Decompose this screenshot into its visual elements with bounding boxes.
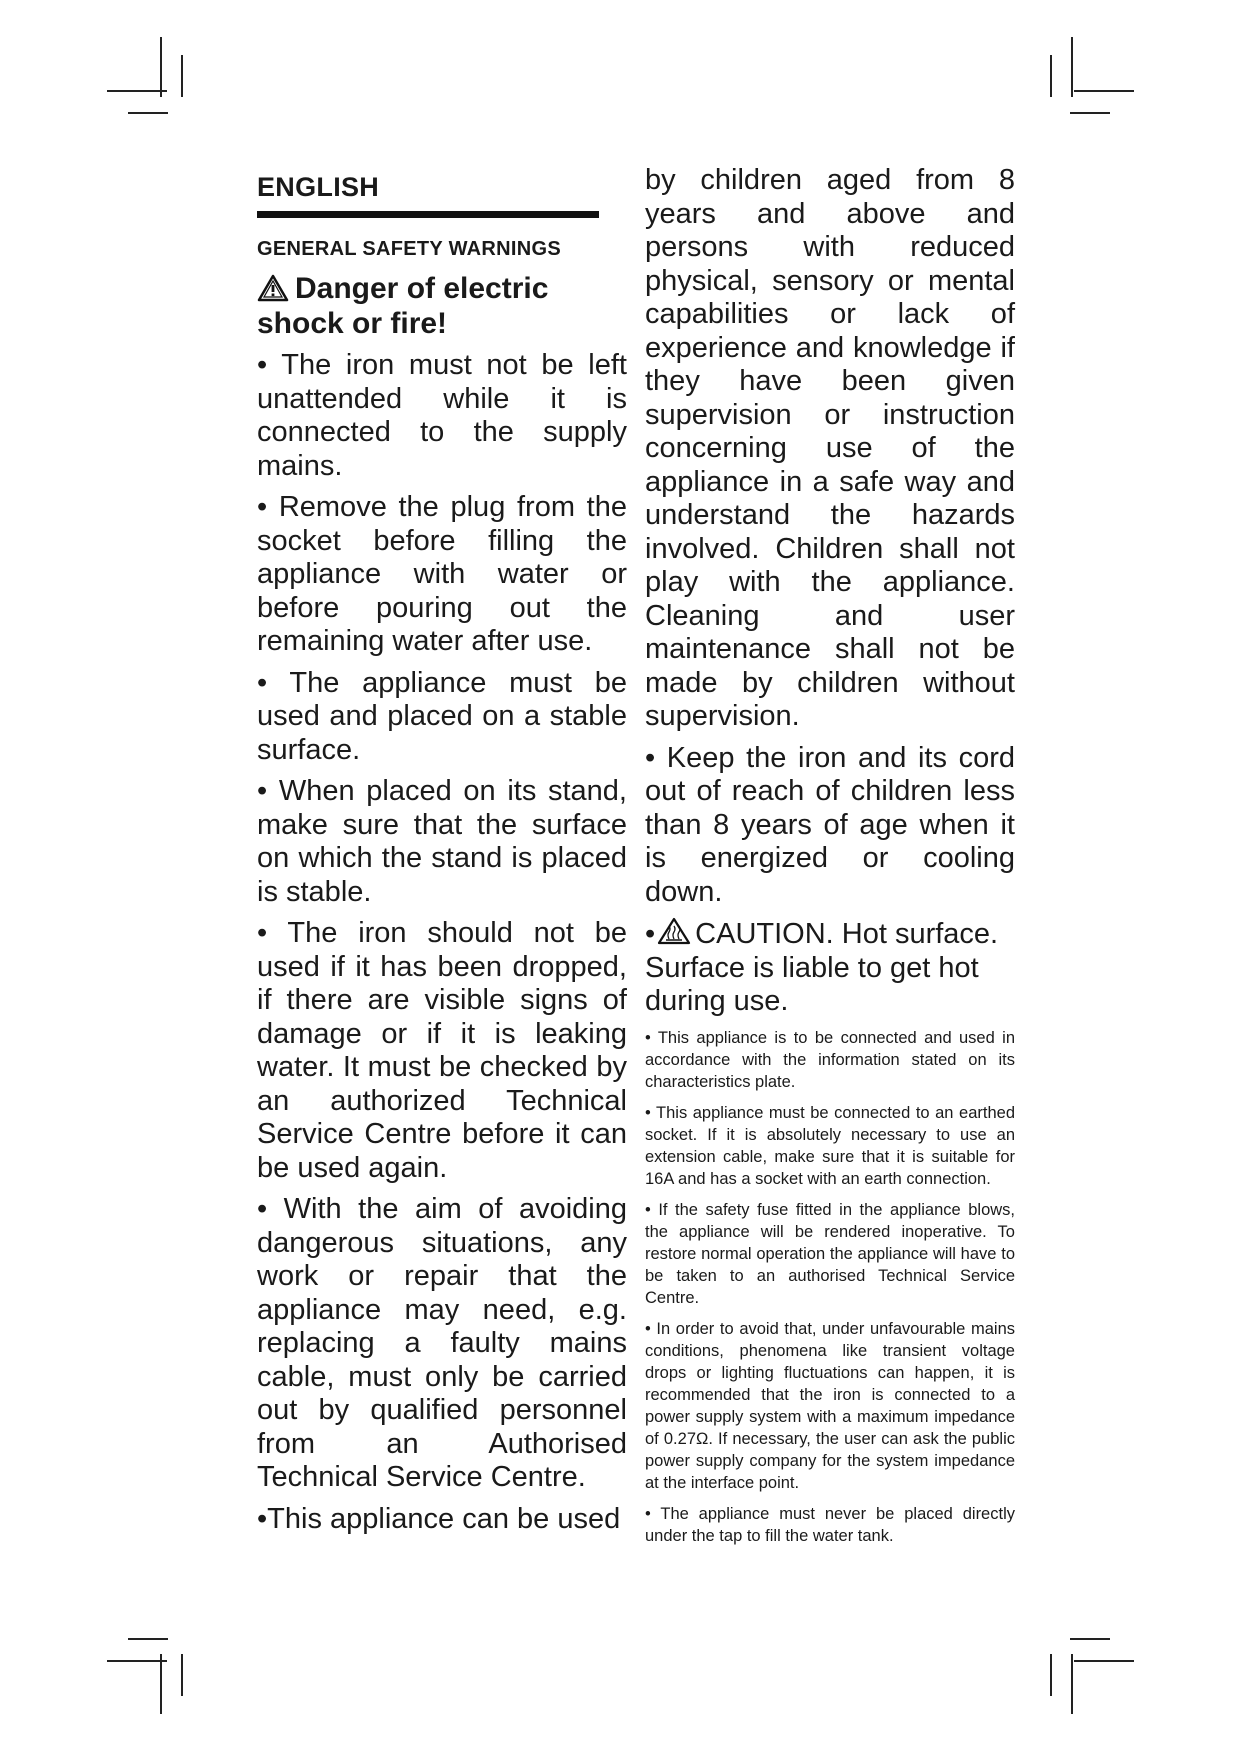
warning-paragraph: • Remove the plug from the socket before filling the appliance with water or before pouring out the remaining water after use.: [257, 491, 627, 657]
crop-mark: [107, 1660, 167, 1662]
warning-paragraph: • The appliance must be used and placed on a stable surface.: [257, 666, 627, 766]
warning-paragraph: • With the aim of avoiding dangerous situations, any work or repair that the appliance may need, e.g. replacing a faulty mains cable, must only be carried out by qualified personnel from an Authorised Technical Service Centre.: [257, 1193, 627, 1493]
crop-mark: [1074, 90, 1134, 92]
right-column: [645, 164, 1015, 1556]
section-title: GENERAL SAFETY WARNINGS: [257, 238, 561, 260]
children-paragraph: by children aged from 8 years and above and persons with reduced physical, sensory or mental capabilities or lack of experience and knowledge if they have been given supervision or instruction concerning use of the appliance in a safe way and understand the hazards involved. Children shall not play with the appliance. Cleaning and user maintenance shall not be made by children without supervision.: [645, 164, 1015, 732]
crop-mark: [181, 1654, 183, 1696]
keep-away-paragraph: • Keep the iron and its cord out of reach of children less than 8 years of age when it is energized or cooling down.: [645, 741, 1015, 908]
warning-paragraph: • The iron should not be used if it has been dropped, if there are visible signs of damage or if it is leaking water. It must be checked by an authorized Technical Service Centre before it can be used again.: [257, 917, 627, 1184]
caution-paragraph: [645, 917, 1015, 1019]
crop-mark: [128, 112, 168, 114]
crop-mark: [1074, 1660, 1134, 1662]
crop-mark: [160, 37, 162, 97]
warning-paragraph: • The iron must not be left unattended while it is connected to the supply mains.: [257, 349, 627, 482]
warning-paragraph: •This appliance can be used: [257, 1502, 621, 1535]
small-warning: • In order to avoid that, under unfavourable mains conditions, phenomena like transient voltage drops or lighting fluctuations can happen, it is recommended that the iron is connected to a power supply system with a maximum impedance of 0.27Ω. If necessary, the user can ask the public power supply company for the system impedance at the interface point.: [645, 1319, 1015, 1492]
hot-surface-warning-icon: [657, 917, 691, 945]
danger-text: Danger of electric shock or fire!: [257, 272, 549, 340]
crop-mark: [1070, 1638, 1110, 1640]
crop-mark: [1071, 37, 1073, 97]
crop-mark: [107, 90, 167, 92]
crop-mark: [1071, 1654, 1073, 1714]
small-warning: • This appliance is to be connected and used in accordance with the information stated on its characteristics plate.: [645, 1028, 1015, 1091]
danger-heading: [257, 271, 627, 341]
crop-mark: [181, 55, 183, 97]
small-warning: • This appliance must be connected to an earthed socket. If it is absolutely necessary to use an extension cable, make sure that it is suitable for 16A and has a socket with an earth connection.: [645, 1103, 1015, 1188]
crop-mark: [128, 1638, 168, 1640]
warning-triangle-icon: [257, 274, 289, 302]
crop-mark: [1050, 55, 1052, 97]
small-warning: • If the safety fuse fitted in the appliance blows, the appliance will be rendered inoperative. To restore normal operation the appliance will have to be taken to an authorised Technical Service Centre.: [645, 1200, 1015, 1307]
crop-mark: [160, 1654, 162, 1714]
caution-bullet: •: [645, 918, 656, 950]
left-column: [257, 172, 627, 1544]
warning-paragraph: • When placed on its stand, make sure that the surface on which the stand is placed is stable.: [257, 775, 627, 908]
caution-text: CAUTION. Hot surface. Surface is liable to get hot during use.: [645, 918, 999, 1017]
crop-mark: [1070, 112, 1110, 114]
language-heading: ENGLISH: [257, 172, 599, 218]
small-warning: • The appliance must never be placed directly under the tap to fill the water tank.: [645, 1504, 1015, 1545]
crop-mark: [1050, 1654, 1052, 1696]
